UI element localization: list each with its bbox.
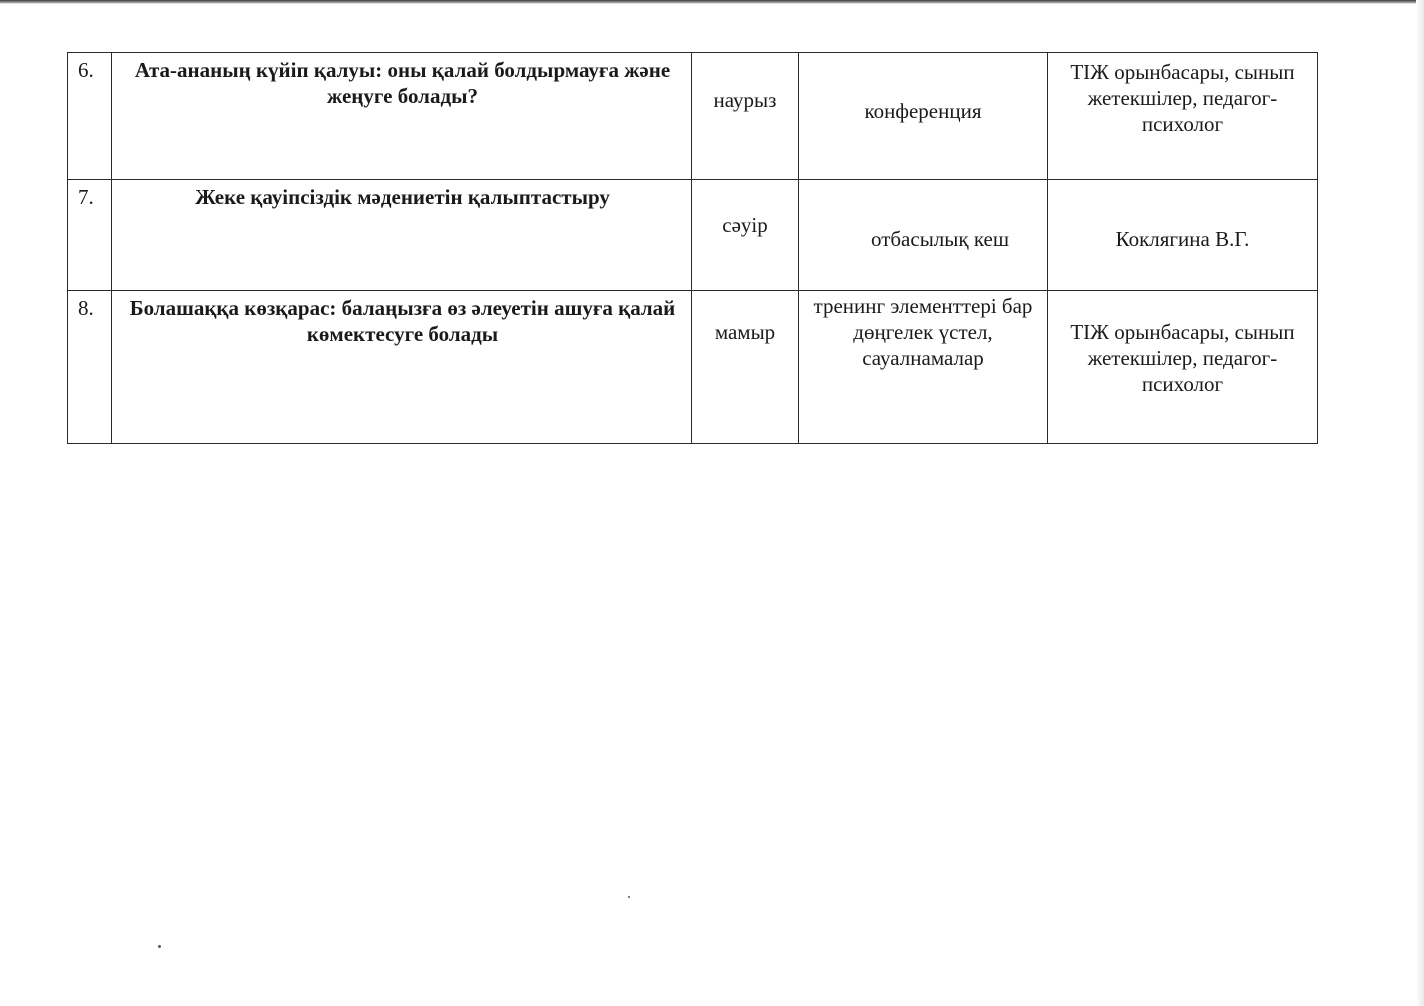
row-topic: Ата-ананың күйіп қалуы: оны қалай болдырмауға және жеңуге болады?	[134, 58, 671, 108]
row-form: тренинг элементтері бар дөңгелек үстел, сауалнамалар	[813, 294, 1033, 370]
cell-number	[68, 53, 112, 180]
row-month: мамыр	[714, 320, 776, 344]
cell-month	[692, 53, 799, 180]
row-topic: Болашаққа көзқарас: балаңызға өз әлеуетін ашуға қалай көмектесуге болады	[129, 296, 676, 346]
row-form: отбасылық кеш	[870, 227, 1010, 251]
cell-number	[68, 291, 112, 444]
scan-top-edge	[0, 0, 1424, 4]
scan-speck	[158, 945, 161, 948]
cell-topic	[112, 53, 692, 180]
row-responsible: ТІЖ орынбасары, сынып жетекшілер, педагог-психолог	[1070, 320, 1295, 396]
row-responsible: ТІЖ орынбасары, сынып жетекшілер, педагог-психолог	[1070, 60, 1295, 136]
cell-number	[68, 180, 112, 291]
row-form: конференция	[864, 99, 982, 123]
cell-responsible	[1048, 53, 1318, 180]
cell-topic	[112, 291, 692, 444]
event-plan-table	[67, 52, 1318, 444]
cell-responsible	[1048, 291, 1318, 444]
scan-speck	[628, 896, 630, 898]
cell-form	[799, 53, 1048, 180]
cell-topic	[112, 180, 692, 291]
cell-form	[799, 180, 1048, 291]
cell-month	[692, 291, 799, 444]
row-number: 7.	[78, 185, 94, 209]
row-topic: Жеке қауіпсіздік мәдениетін қалыптастыру	[195, 185, 610, 209]
row-month: наурыз	[713, 88, 777, 112]
cell-month	[692, 180, 799, 291]
table-row	[68, 53, 1318, 180]
row-month: сәуір	[722, 213, 768, 237]
row-number: 8.	[78, 296, 94, 320]
cell-form	[799, 291, 1048, 444]
row-responsible: Коклягина В.Г.	[1115, 227, 1250, 251]
cell-responsible	[1048, 180, 1318, 291]
row-number: 6.	[78, 58, 94, 82]
scan-right-edge	[1416, 0, 1424, 1006]
table-row	[68, 291, 1318, 444]
table-row	[68, 180, 1318, 291]
